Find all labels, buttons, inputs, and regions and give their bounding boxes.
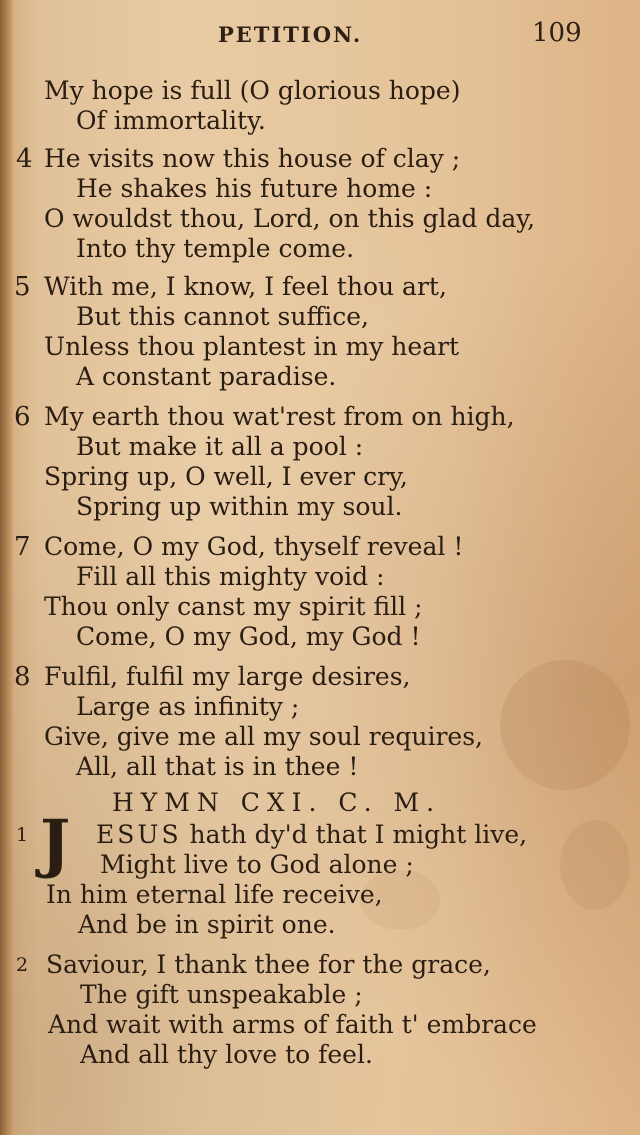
stanza-number: 7 (14, 532, 31, 562)
verse-line: Give, give me all my soul requires, (44, 722, 484, 751)
verse-line: He shakes his future home : (76, 174, 433, 203)
verse-line: Might live to God alone ; (100, 850, 414, 879)
verse-line: And be in spirit one. (78, 910, 336, 939)
verse-line: Saviour, I thank thee for the grace, (46, 950, 491, 979)
stanza-number: 8 (14, 662, 31, 692)
verse-line: Unless thou plantest in my heart (44, 332, 460, 361)
first-line-rest: hath dy'd that I might live, (189, 820, 528, 849)
verse-line: He visits now this house of clay ; (44, 144, 461, 173)
running-head: PETITION. (218, 22, 363, 47)
page-gutter (0, 0, 14, 1135)
hymn-title: HYMN CXI. C. M. (112, 788, 442, 817)
verse-line: But make it all a pool : (76, 432, 364, 461)
verse-line: In him eternal life receive, (46, 880, 383, 909)
stanza-number: 6 (14, 402, 31, 432)
stanza-number: 4 (16, 144, 33, 174)
verse-line: And all thy love to feel. (80, 1040, 373, 1069)
drop-cap: J (40, 806, 71, 881)
verse-line: All, all that is in thee ! (76, 752, 359, 781)
foxing-stain (500, 660, 630, 790)
verse-line: Come, O my God, thyself reveal ! (44, 532, 464, 561)
verse-line: Large as infinity ; (76, 692, 300, 721)
verse-line: Fill all this mighty void : (76, 562, 385, 591)
foxing-stain (560, 820, 630, 910)
verse-line: And wait with arms of faith t' embrace (48, 1010, 537, 1039)
verse-line: Spring up within my soul. (76, 492, 403, 521)
stanza-number: 2 (16, 954, 29, 976)
first-word: ESUS (96, 820, 182, 849)
verse-line: My hope is full (O glorious hope) (44, 76, 461, 105)
verse-line: Spring up, O well, I ever cry, (44, 462, 408, 491)
verse-line: Thou only canst my spirit fill ; (44, 592, 423, 621)
verse-line: But this cannot suffice, (76, 302, 369, 331)
verse-line: O wouldst thou, Lord, on this glad day, (44, 204, 536, 233)
verse-line: With me, I know, I feel thou art, (44, 272, 447, 301)
verse-line: My earth thou wat'rest from on high, (44, 402, 515, 431)
verse-line: Come, O my God, my God ! (76, 622, 421, 651)
verse-line (96, 820, 527, 850)
stanza-number: 5 (14, 272, 31, 302)
verse-line: Of immortality. (76, 106, 266, 135)
verse-line: A constant paradise. (76, 362, 337, 391)
stanza-number: 1 (16, 824, 29, 846)
verse-line: The gift unspeakable ; (80, 980, 363, 1009)
verse-line: Into thy temple come. (76, 234, 355, 263)
verse-line: Fulfil, fulfil my large desires, (44, 662, 411, 691)
page-number: 109 (532, 18, 582, 48)
